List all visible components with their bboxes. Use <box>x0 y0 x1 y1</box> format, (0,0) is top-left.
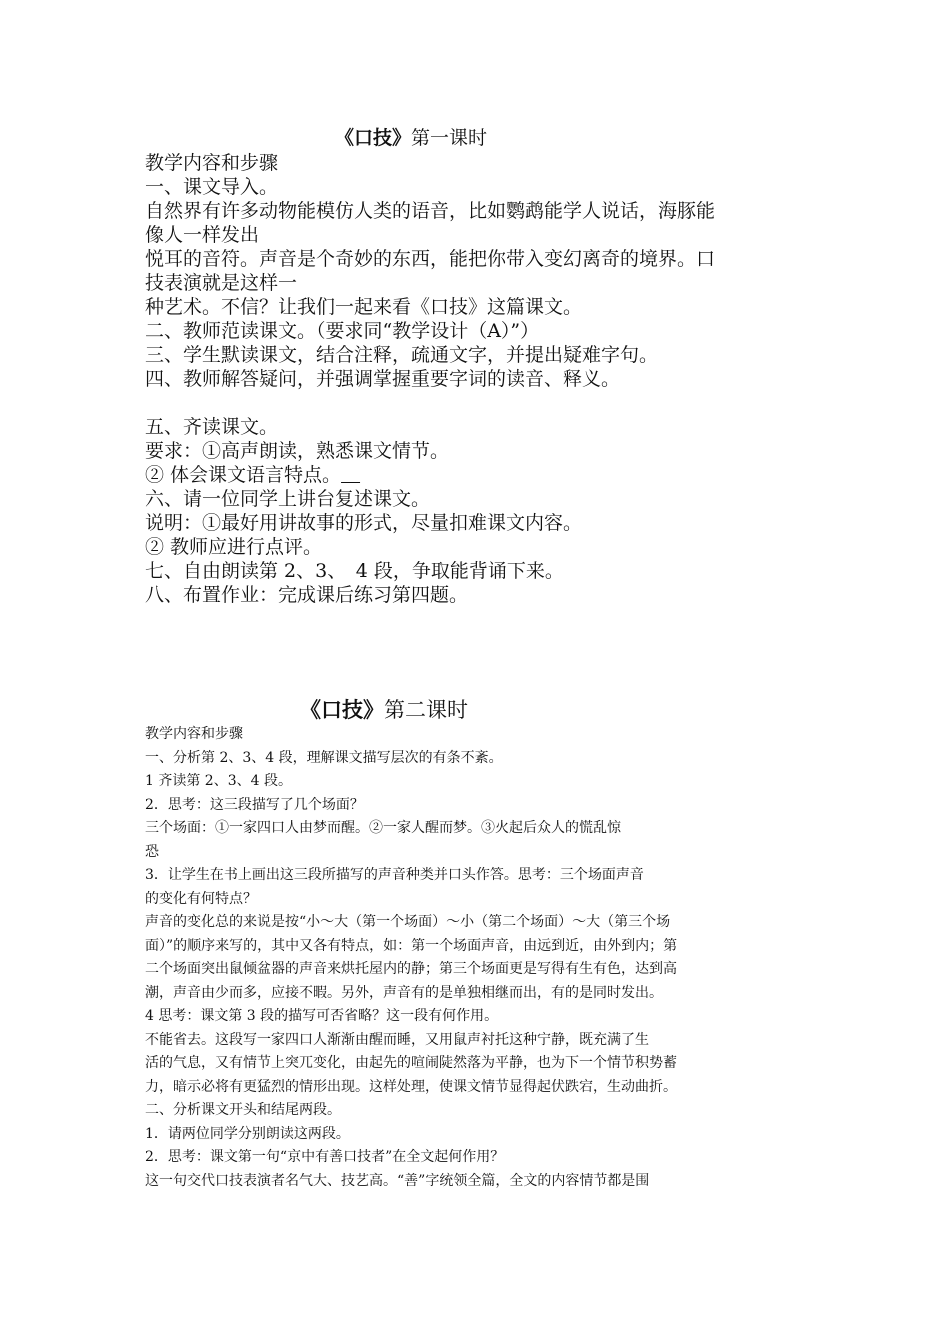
lesson1-line: 七、自由朗读第 2、3、 4 段，争取能背诵下来。 <box>145 560 564 582</box>
lesson2-line: 活的气息，又有情节上突兀变化，由起先的喧闹陡然落为平静，也为下一个情节积势蓄 <box>145 1055 677 1071</box>
lesson2-line: 的变化有何特点？ <box>145 890 257 907</box>
lesson1-line: 说明：①最好用讲故事的形式，尽量扣难课文内容。 <box>145 512 583 534</box>
lesson1-body <box>145 151 825 607</box>
lesson1-line: 像人一样发出 <box>145 224 260 246</box>
lesson2-title <box>300 697 468 723</box>
lesson1-line: 一、课文导入。 <box>145 176 279 198</box>
lesson1-line: 技表演就是这样一 <box>145 272 298 294</box>
lesson2-line: 2．思考：课文第一句“京中有善口技者”在全文起何作用？ <box>145 1149 505 1165</box>
lesson2-line: 二、分析课文开头和结尾两段。 <box>145 1102 341 1118</box>
lesson1-line: 四、教师解答疑问，并强调掌握重要字词的读音、释义。 <box>145 368 621 390</box>
lesson1-title-rest: 第一课时 <box>411 127 488 149</box>
lesson1-line: 悦耳的音符。声音是个奇妙的东西，能把你带入变幻离奇的境界。口 <box>145 248 716 270</box>
lesson2-line: 二个场面突出鼠倾盆器的声音来烘托屋内的静；第三个场面更是写得有生有色，达到高 <box>145 961 677 977</box>
lesson1-line: 三、学生默读课文，结合注释，疏通文字，并提出疑难字句。 <box>145 344 659 366</box>
lesson1-line-text: ② 体会课文语言特点。 <box>145 464 342 486</box>
lesson2-line: 力，暗示必将有更猛烈的情形出现。这样处理，使课文情节显得起伏跌宕，生动曲折。 <box>145 1078 677 1095</box>
lesson2-title-rest: 第二课时 <box>384 698 468 722</box>
lesson1-line: 八、布置作业：完成课后练习第四题。 <box>145 584 469 606</box>
underline-mark <box>341 464 360 486</box>
lesson1-title <box>335 126 487 150</box>
lesson1-line: 五、齐读课文。 <box>145 416 279 438</box>
lesson2-line: 面）”的顺序来写的，其中又各有特点，如：第一个场面声音，由远到近，由外到内；第 <box>145 937 678 954</box>
lesson1-line: 要求：①高声朗读，熟悉课文情节。 <box>145 440 450 462</box>
lesson2-title-book: 《口技》 <box>300 697 384 722</box>
lesson2-body <box>145 723 795 1193</box>
paragraph-gap <box>145 391 825 415</box>
lesson1-line: 种艺术。不信？让我们一起来看《口技》这篇课文。 <box>145 296 583 318</box>
lesson2-line: 潮，声音由少而多，应接不暇。另外，声音有的是单独相继而出，有的是同时发出。 <box>145 984 663 1001</box>
lesson2-line: 一、分析第 2、3、4 段，理解课文描写层次的有条不紊。 <box>145 749 503 766</box>
lesson2-line: 1 齐读第 2、3、4 段。 <box>145 773 292 789</box>
lesson1-line: 自然界有许多动物能模仿人类的语音，比如鹦鹉能学人说话，海豚能 <box>145 200 716 222</box>
lesson1-line: 二、教师范读课文。（要求同“教学设计（A）”） <box>145 320 540 342</box>
lesson2-line: 1．请两位同学分别朗读这两段。 <box>145 1125 350 1142</box>
lesson2-line: 3．让学生在书上画出这三段所描写的声音种类并口头作答。思考：三个场面声音 <box>145 867 644 883</box>
lesson2-line: 教学内容和步骤 <box>145 726 243 742</box>
lesson2-line: 声音的变化总的来说是按“小～大（第一个场面）～小（第二个场面）～大（第三个场 <box>145 914 671 930</box>
lesson1-line: ② 教师应进行点评。 <box>145 536 323 558</box>
lesson1-line: 六、请一位同学上讲台复述课文。 <box>145 488 431 510</box>
lesson2-line: 2．思考：这三段描写了几个场面？ <box>145 796 364 813</box>
lesson2-line: 这一句交代口技表演者名气大、技艺高。“善”字统领全篇，全文的内容情节都是围 <box>145 1172 650 1189</box>
lesson1-line <box>145 463 825 487</box>
lesson1-line: 教学内容和步骤 <box>145 152 279 174</box>
lesson2-line: 不能省去。这段写一家四口人渐渐由醒而睡，又用鼠声衬托这种宁静，既充满了生 <box>145 1031 649 1048</box>
lesson2-line: 三个场面：①一家四口人由梦而醒。②一家人醒而梦。③火起后众人的慌乱惊 <box>145 820 621 836</box>
lesson2-line: 4 思考：课文第 3 段的描写可否省略？这一段有何作用。 <box>145 1008 499 1024</box>
lesson2-line: 恐 <box>145 843 159 860</box>
lesson1-title-book: 《口技》 <box>335 127 412 149</box>
